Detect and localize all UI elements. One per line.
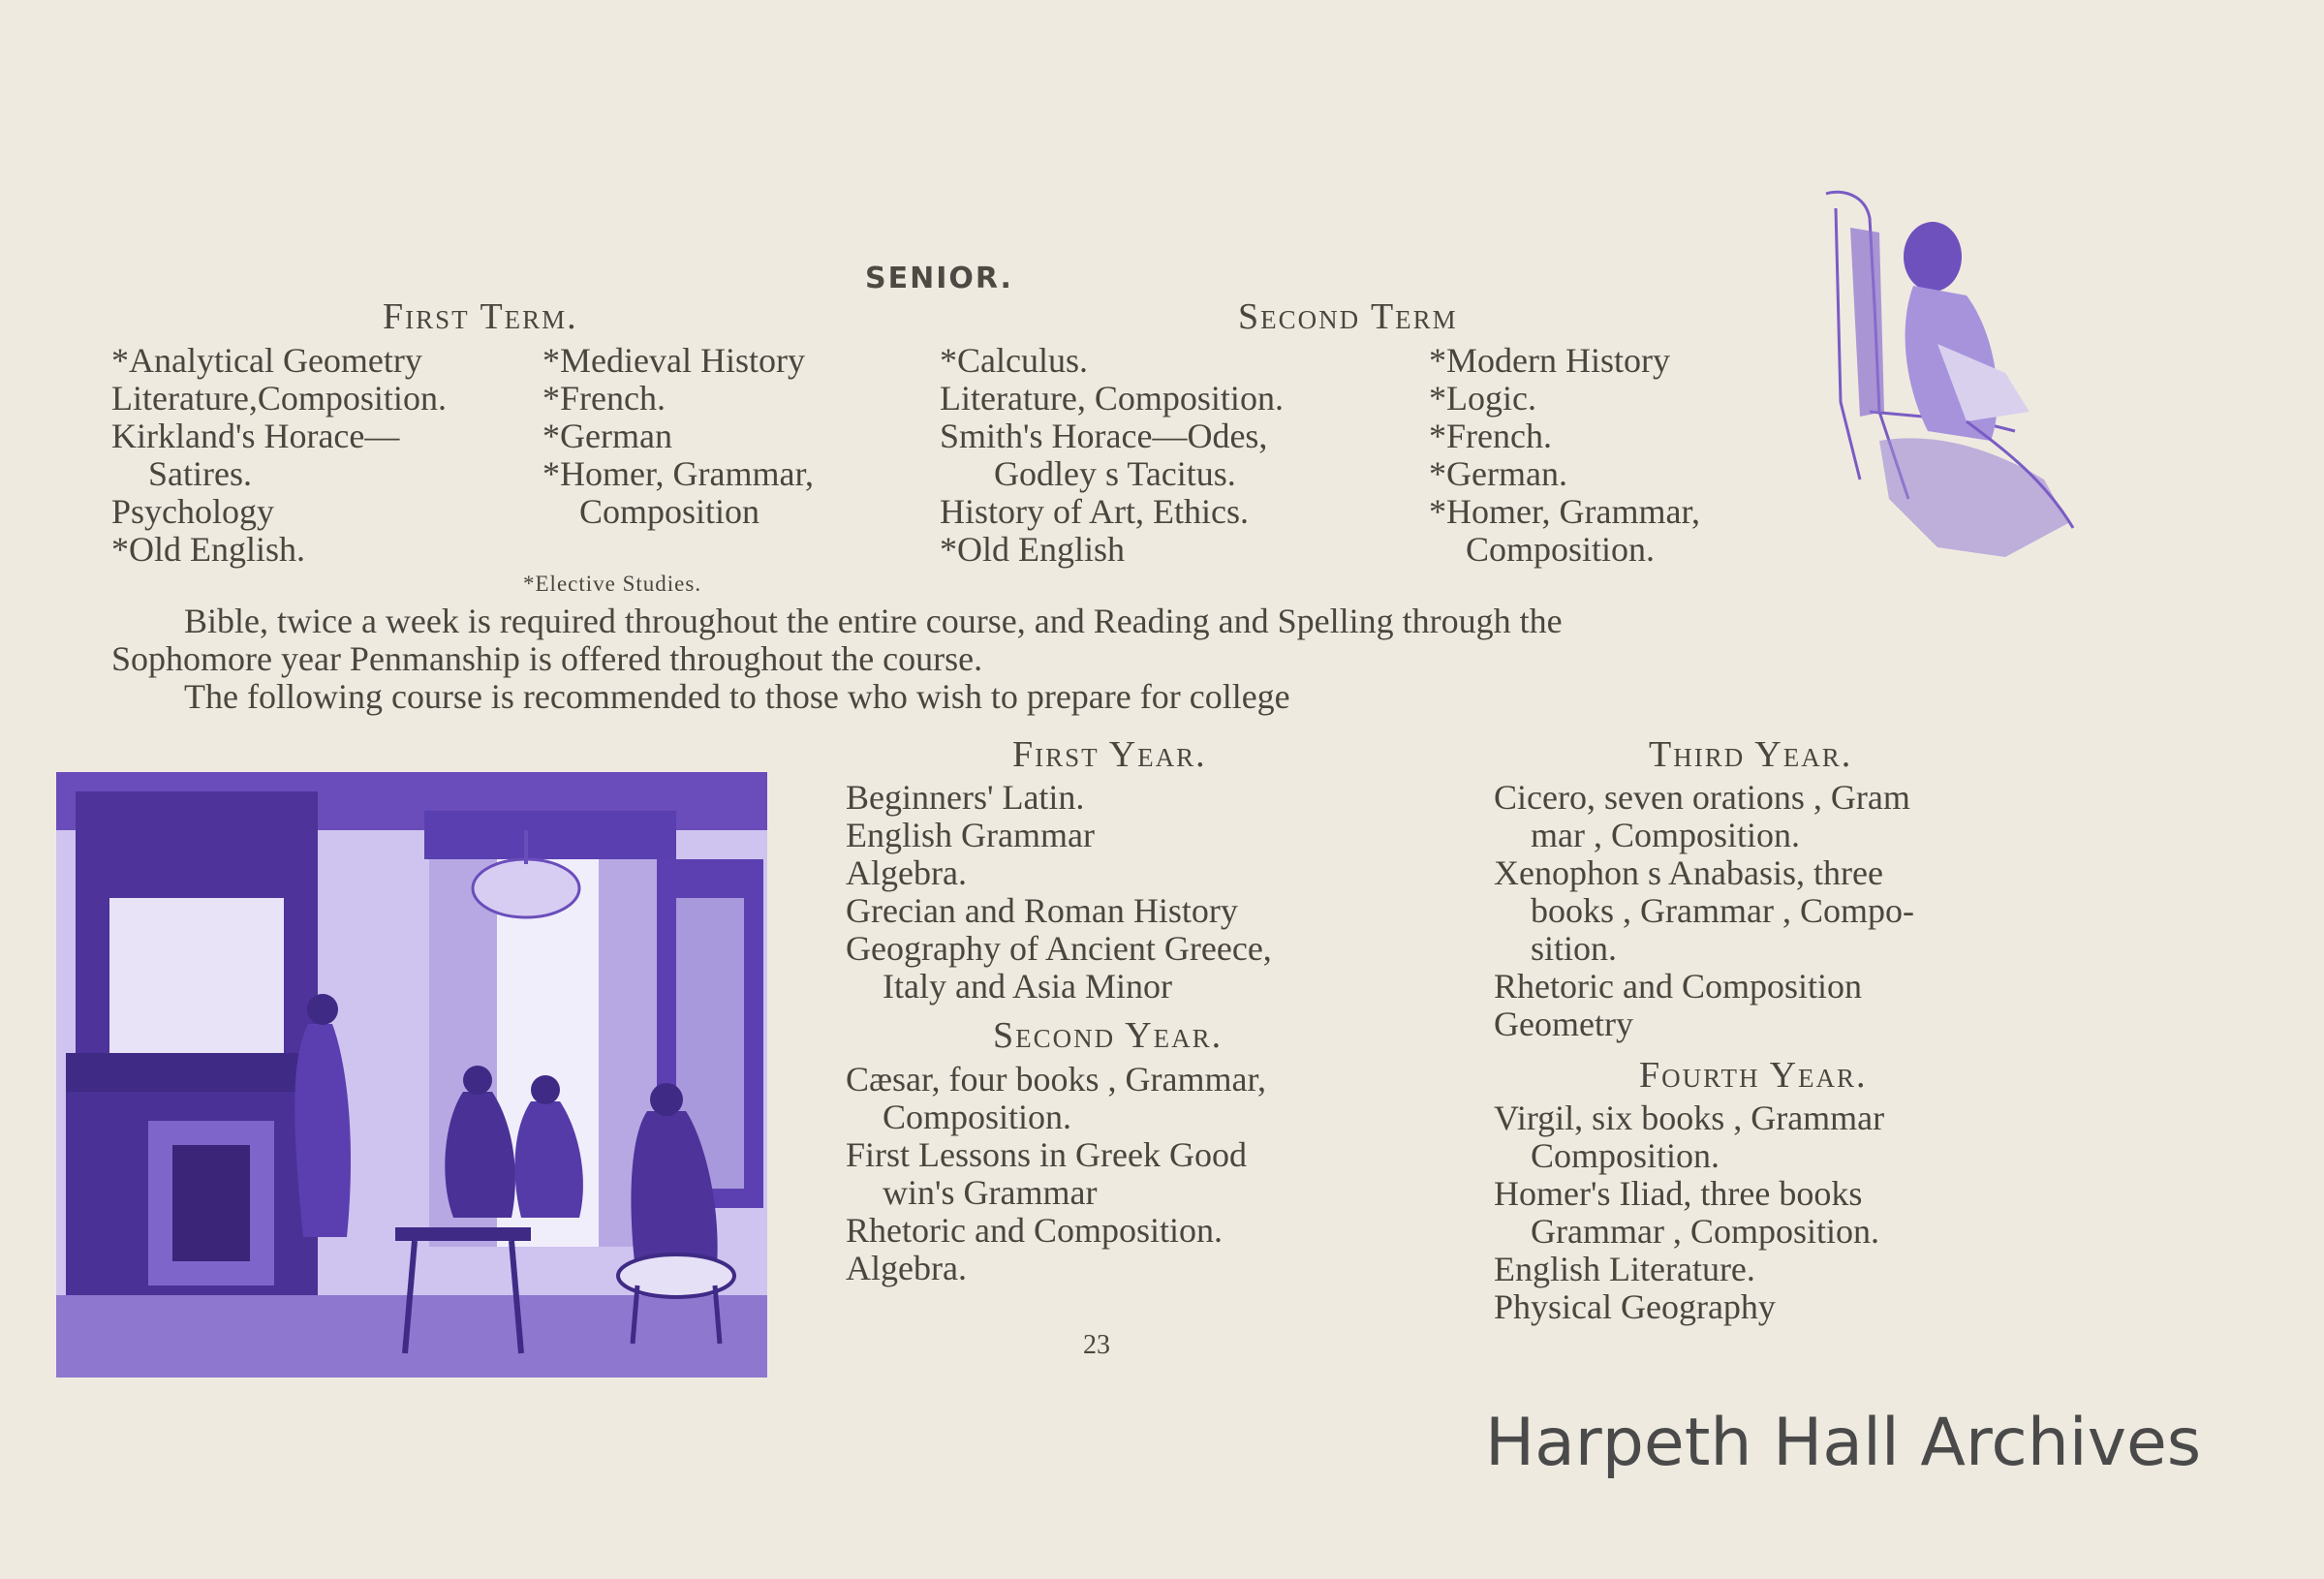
subject-line: *Logic. bbox=[1429, 379, 1536, 418]
fourth-year-subjects bbox=[1494, 1099, 1884, 1326]
subject-line: *Homer, Grammar, bbox=[542, 454, 815, 493]
subject-line: Physical Geography bbox=[1494, 1287, 1776, 1326]
subject-line: Composition. bbox=[1531, 1136, 1720, 1175]
subject-line: Literature, Composition. bbox=[940, 379, 1284, 418]
third-year-heading: Third Year. bbox=[1649, 734, 1853, 775]
subject-line: Italy and Asia Minor bbox=[883, 967, 1172, 1006]
subject-line: Psychology bbox=[111, 492, 275, 531]
subject-line: sition. bbox=[1531, 929, 1618, 968]
subject-line: *French. bbox=[542, 379, 666, 418]
subject-line: Beginners' Latin. bbox=[846, 778, 1085, 817]
subject-line: books , Grammar , Compo- bbox=[1531, 891, 1914, 930]
subject-line: Grammar , Composition. bbox=[1531, 1212, 1879, 1251]
subject-line: Literature,Composition. bbox=[111, 379, 447, 418]
second-year-heading: Second Year. bbox=[993, 1015, 1224, 1056]
subject-line: *Analytical Geometry bbox=[111, 341, 422, 380]
third-year-subjects bbox=[1494, 779, 1914, 1043]
subject-line: *Old English. bbox=[111, 530, 306, 569]
subject-line: Cæsar, four books , Grammar, bbox=[846, 1060, 1267, 1099]
subject-line: Smith's Horace—Odes, bbox=[940, 417, 1268, 455]
subject-line: English Grammar bbox=[846, 816, 1095, 854]
first-term-subjects-col2 bbox=[542, 342, 814, 531]
page-number: 23 bbox=[1083, 1330, 1110, 1360]
subject-line: *Old English bbox=[940, 530, 1126, 569]
subject-line: Homer's Iliad, three books bbox=[1494, 1174, 1863, 1213]
subject-line: *Calculus. bbox=[940, 341, 1088, 380]
subject-line: Cicero, seven orations , Gram bbox=[1494, 778, 1910, 817]
senior-heading: SENIOR. bbox=[865, 262, 1013, 295]
reading-woman-illustration bbox=[1821, 189, 2088, 572]
subject-line: Satires. bbox=[148, 454, 252, 493]
subject-line: Geography of Ancient Greece, bbox=[846, 929, 1272, 968]
subject-line: win's Grammar bbox=[883, 1173, 1098, 1212]
fourth-year-heading: Fourth Year. bbox=[1639, 1055, 1868, 1096]
bible-note-line2: Sophomore year Penmanship is offered throughout the course. bbox=[111, 639, 983, 678]
subject-line: Algebra. bbox=[846, 1249, 967, 1287]
subject-line: Composition. bbox=[1466, 530, 1656, 569]
subject-line: History of Art, Ethics. bbox=[940, 492, 1249, 531]
subject-line: First Lessons in Greek Good bbox=[846, 1135, 1247, 1174]
second-term-subjects-col1 bbox=[940, 342, 1284, 569]
subject-line: Kirkland's Horace— bbox=[111, 417, 400, 455]
subject-line: Godley s Tacitus. bbox=[994, 454, 1236, 493]
subject-line: Algebra. bbox=[846, 853, 967, 892]
subject-line: mar , Composition. bbox=[1531, 816, 1800, 854]
first-term-subjects-col1 bbox=[111, 342, 447, 569]
subject-line: *Modern History bbox=[1429, 341, 1670, 380]
college-prep-note: The following course is recommended to those who wish to prepare for college bbox=[184, 677, 1290, 716]
subject-line: *German bbox=[542, 417, 672, 455]
first-year-subjects bbox=[846, 779, 1272, 1006]
first-year-heading: First Year. bbox=[1012, 734, 1207, 775]
second-term-subjects-col2 bbox=[1429, 342, 1700, 569]
subject-line: Composition bbox=[579, 492, 760, 531]
subject-line: Geometry bbox=[1494, 1005, 1633, 1043]
subject-line: Rhetoric and Composition. bbox=[846, 1211, 1223, 1250]
subject-line: Grecian and Roman History bbox=[846, 891, 1238, 930]
first-term-heading: First Term. bbox=[383, 296, 578, 337]
second-year-subjects bbox=[846, 1061, 1266, 1287]
archive-watermark: Harpeth Hall Archives bbox=[1485, 1405, 2202, 1481]
subject-line: *German. bbox=[1429, 454, 1567, 493]
elective-note: *Elective Studies. bbox=[523, 572, 702, 596]
subject-line: *French. bbox=[1429, 417, 1552, 455]
subject-line: Virgil, six books , Grammar bbox=[1494, 1099, 1885, 1137]
subject-line: English Literature. bbox=[1494, 1250, 1755, 1288]
subject-line: *Medieval History bbox=[542, 341, 805, 380]
subject-line: Rhetoric and Composition bbox=[1494, 967, 1862, 1006]
second-term-heading: Second Term bbox=[1238, 296, 1458, 337]
bible-note-line1: Bible, twice a week is required throughout the entire course, and Reading and Spelling through the bbox=[184, 602, 1563, 640]
subject-line: *Homer, Grammar, bbox=[1429, 492, 1701, 531]
parlor-photograph bbox=[56, 772, 767, 1378]
subject-line: Xenophon s Anabasis, three bbox=[1494, 853, 1883, 892]
subject-line: Composition. bbox=[883, 1098, 1072, 1136]
